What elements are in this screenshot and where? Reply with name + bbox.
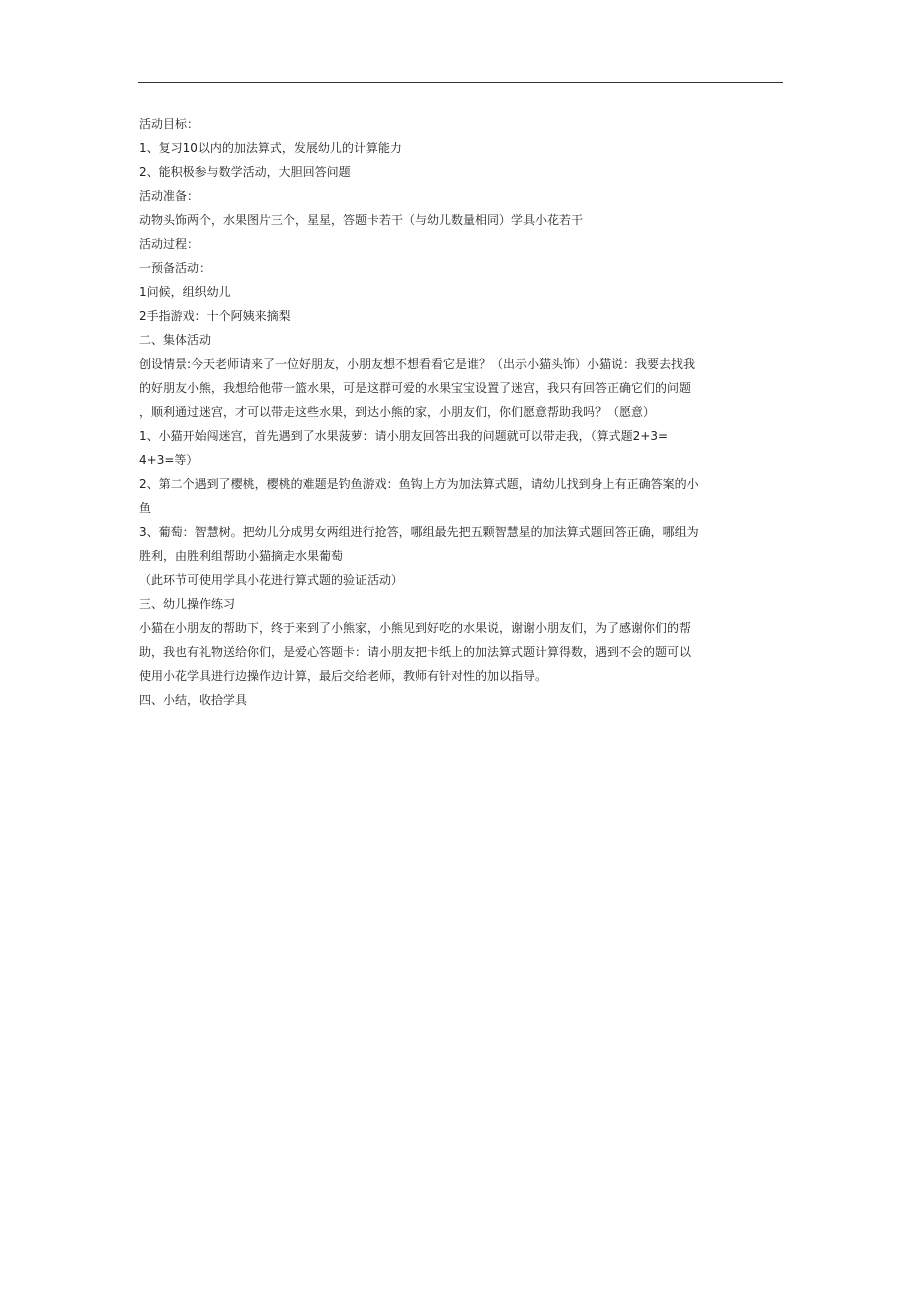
heading-goals: 活动目标： bbox=[139, 117, 200, 131]
practice-line-1: 小猫在小朋友的帮助下，终于来到了小熊家，小熊见到好吃的水果说，谢谢小朋友们，为了感谢你们的帮 bbox=[139, 621, 692, 635]
step-2-line-2: 鱼 bbox=[139, 501, 152, 515]
section-4-heading: 四、小结，收拾学具 bbox=[139, 693, 248, 707]
header-rule bbox=[138, 82, 783, 83]
step-3-note: （此环节可使用学具小花进行算式题的验证活动） bbox=[139, 573, 404, 587]
section-1-item-1: 1问候，组织幼儿 bbox=[139, 285, 231, 299]
goal-item-1: 1、复习10以内的加法算式，发展幼儿的计算能力 bbox=[139, 141, 402, 155]
section-3-heading: 三、幼儿操作练习 bbox=[139, 597, 236, 611]
step-2-line-1: 2、第二个遇到了樱桃，樱桃的难题是钓鱼游戏：鱼钩上方为加法算式题，请幼儿找到身上有正确答案的小 bbox=[139, 477, 699, 491]
step-3-line-1: 3、葡萄：智慧树。把幼儿分成男女两组进行抢答，哪组最先把五颗智慧星的加法算式题回答正确，哪组为 bbox=[139, 525, 699, 539]
section-2-heading: 二、集体活动 bbox=[139, 333, 212, 347]
section-1-heading: 一预备活动： bbox=[139, 261, 212, 275]
preparation-text: 动物头饰两个，水果图片三个，星星，答题卡若干（与幼儿数量相同）学具小花若干 bbox=[139, 213, 584, 227]
practice-line-2: 助，我也有礼物送给你们，是爱心答题卡：请小朋友把卡纸上的加法算式题计算得数，遇到不会的题可以 bbox=[139, 645, 692, 659]
scenario-line-1: 创设情景:今天老师请来了一位好朋友，小朋友想不想看看它是谁？（出示小猫头饰）小猫说：我要去找我 bbox=[139, 357, 696, 371]
practice-line-3: 使用小花学具进行边操作边计算，最后交给老师，教师有针对性的加以指导。 bbox=[139, 669, 548, 683]
document-body bbox=[139, 112, 719, 712]
heading-process: 活动过程： bbox=[139, 237, 200, 251]
step-1-line-2: 4+3=等） bbox=[139, 453, 199, 467]
step-1-line-1: 1、小猫开始闯迷宫，首先遇到了水果菠萝：请小朋友回答出我的问题就可以带走我，（算式题2+3= bbox=[139, 429, 669, 443]
heading-preparation: 活动准备： bbox=[139, 189, 200, 203]
scenario-line-2: 的好朋友小熊，我想给他带一篮水果，可是这群可爱的水果宝宝设置了迷宫，我只有回答正确它们的问题 bbox=[139, 381, 692, 395]
section-1-item-2: 2手指游戏：十个阿姨来摘梨 bbox=[139, 309, 291, 323]
goal-item-2: 2、能积极参与数学活动，大胆回答问题 bbox=[139, 165, 351, 179]
scenario-line-3: ，顺利通过迷宫，才可以带走这些水果，到达小熊的家，小朋友们，你们愿意帮助我吗？（愿意） bbox=[139, 405, 656, 419]
step-3-line-2: 胜利，由胜利组帮助小猫摘走水果葡萄 bbox=[139, 549, 344, 563]
